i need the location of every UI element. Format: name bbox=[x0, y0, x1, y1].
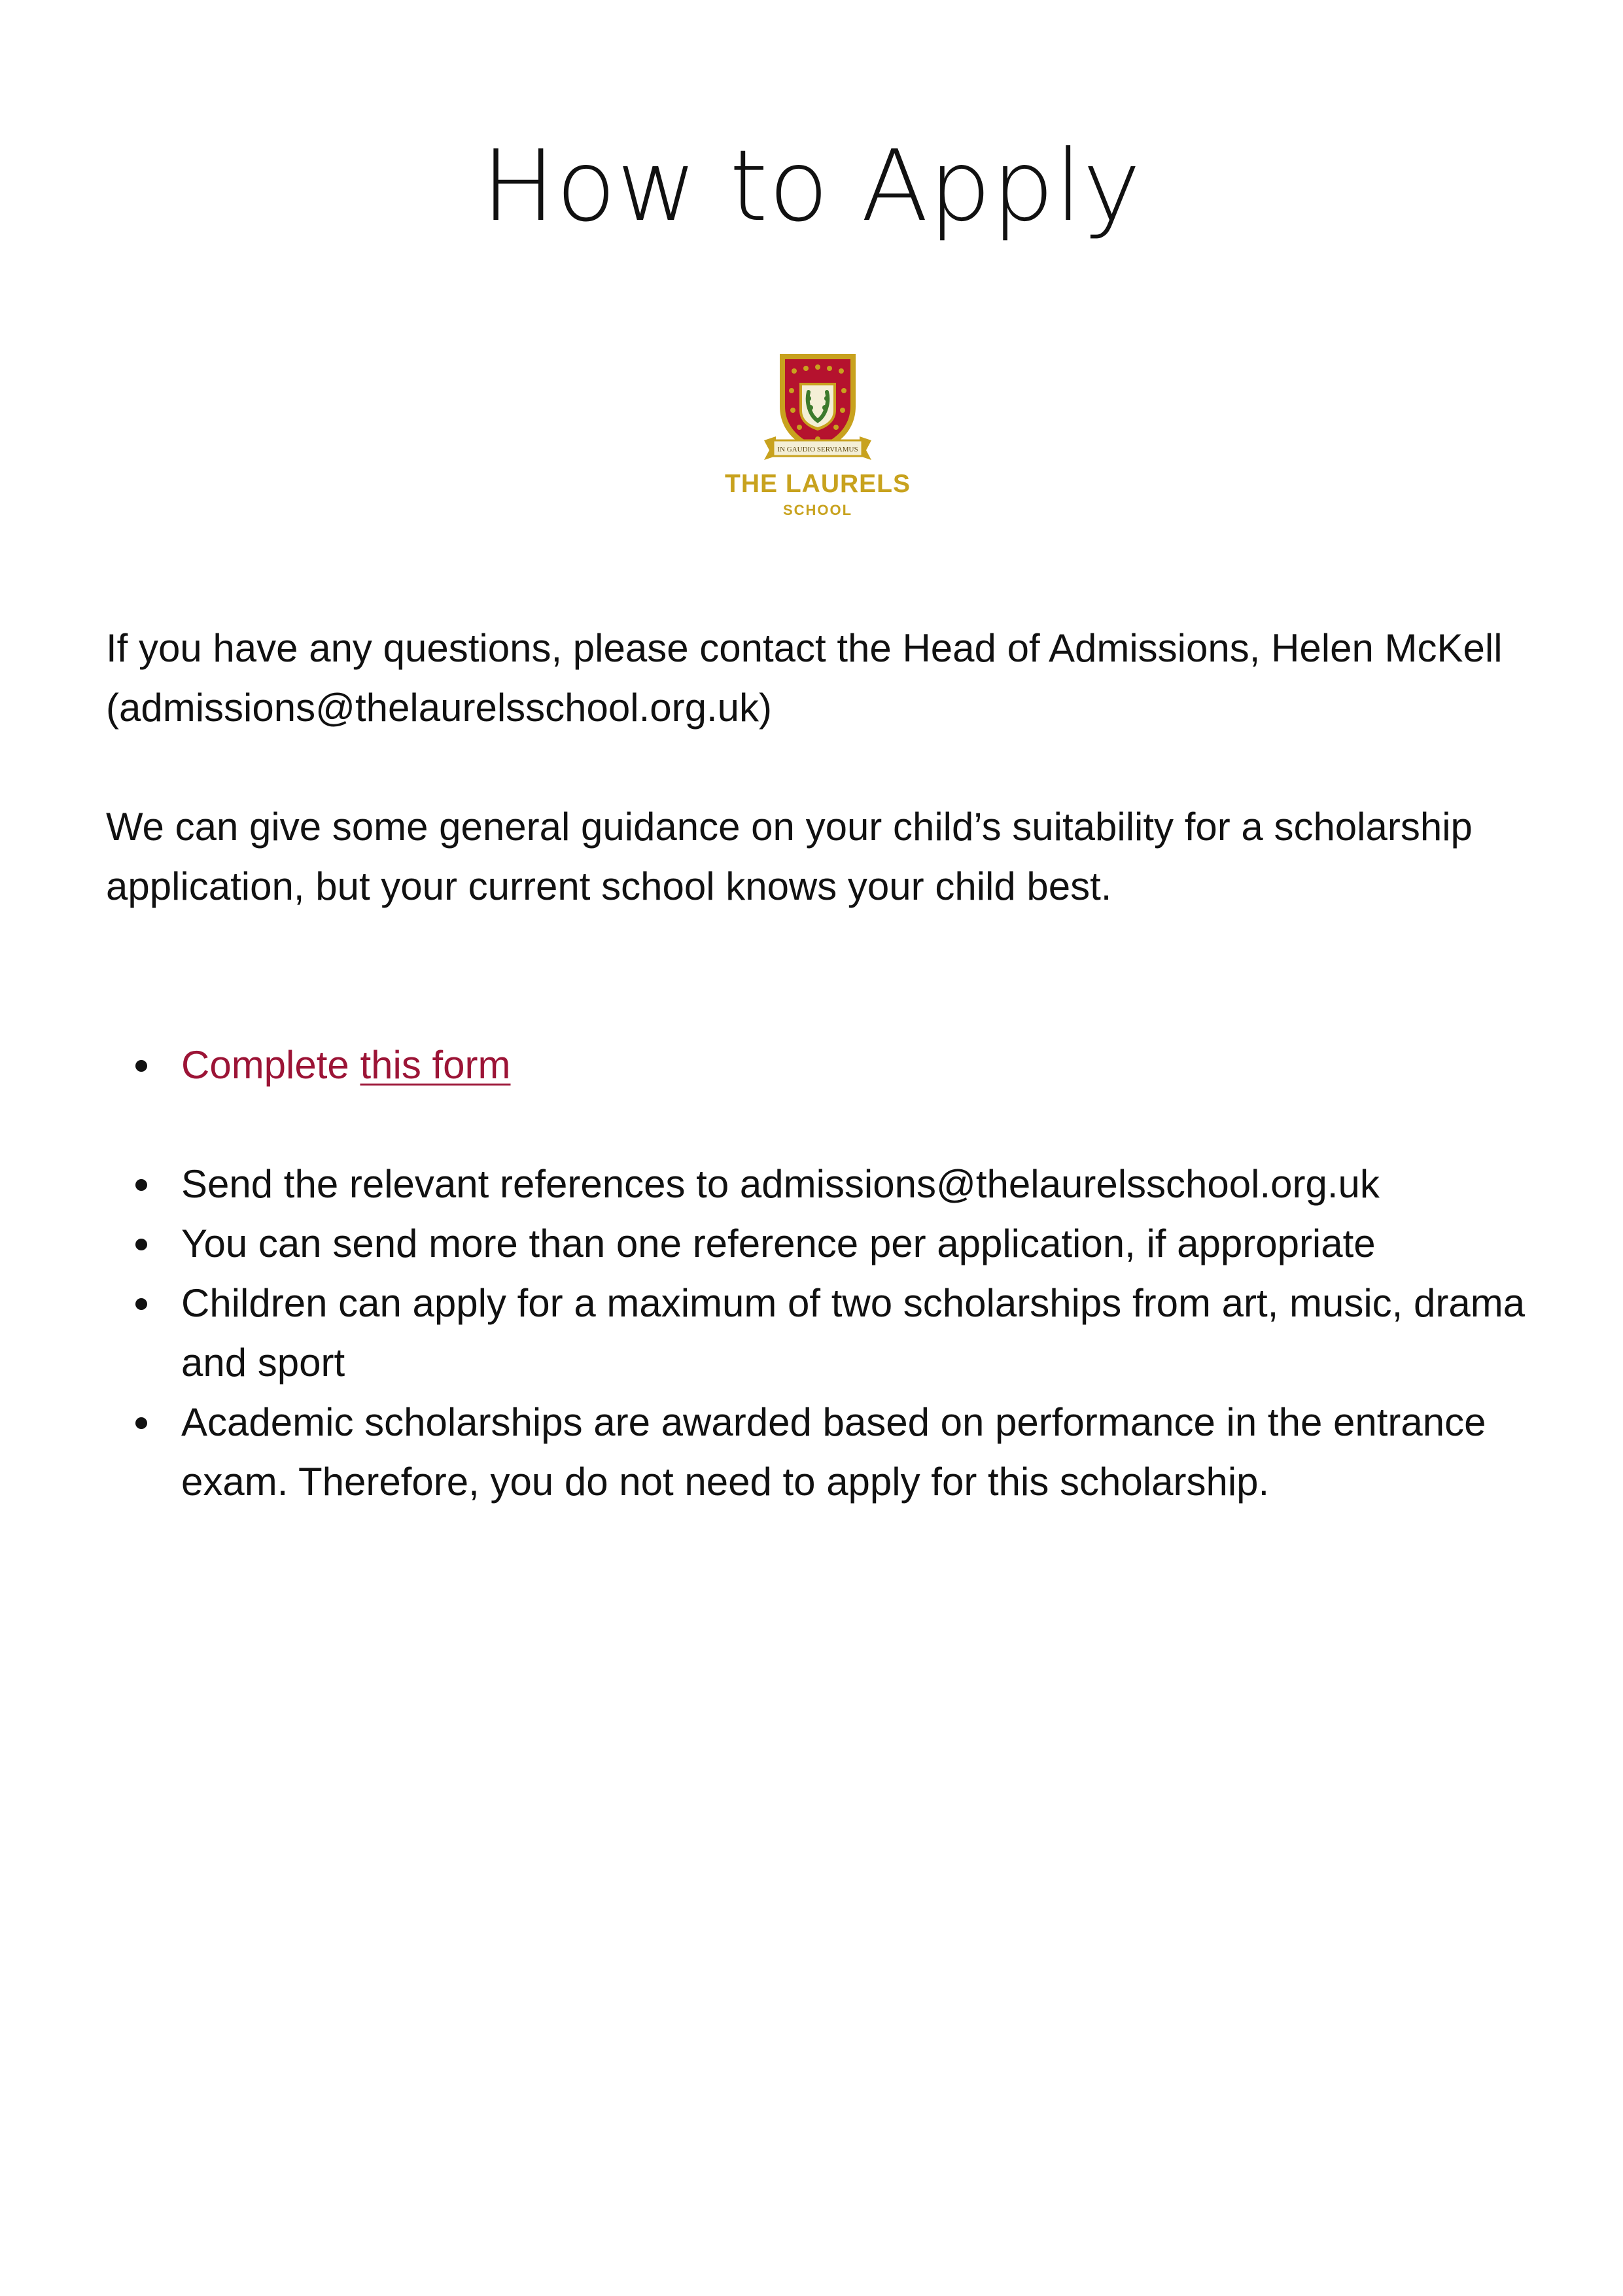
steps-list bbox=[106, 1154, 1532, 1511]
school-crest-icon bbox=[713, 350, 922, 468]
motto-text: IN GAUDIO SERVIAMUS bbox=[777, 446, 858, 453]
logo-school-name: THE LAURELS bbox=[725, 470, 911, 498]
form-step-list bbox=[106, 1035, 1532, 1095]
main-content bbox=[106, 618, 1532, 1511]
school-logo bbox=[713, 350, 922, 527]
list-item: Children can apply for a maximum of two scholarships from art, music, drama and sport bbox=[106, 1273, 1532, 1392]
this-form-link[interactable]: this form bbox=[360, 1043, 511, 1087]
list-item: Send the relevant references to admissions@thelaurelsschool.org.uk bbox=[106, 1154, 1532, 1214]
contact-paragraph: If you have any questions, please contact the Head of Admissions, Helen McKell (admissions@thelaurelsschool.org.uk) bbox=[106, 626, 1503, 730]
page-title: How to Apply bbox=[481, 130, 1142, 243]
list-item: Academic scholarships are awarded based on performance in the entrance exam. Therefore, you do not need to apply for this scholarship. bbox=[106, 1392, 1532, 1511]
list-item: You can send more than one reference per application, if appropriate bbox=[106, 1214, 1532, 1273]
guidance-paragraph: We can give some general guidance on your child’s suitability for a scholarship application, but your current school knows your child best. bbox=[106, 805, 1473, 908]
list-item-complete-form bbox=[106, 1035, 1532, 1095]
logo-school-sub: SCHOOL bbox=[782, 502, 853, 518]
complete-prefix: Complete bbox=[181, 1043, 360, 1087]
